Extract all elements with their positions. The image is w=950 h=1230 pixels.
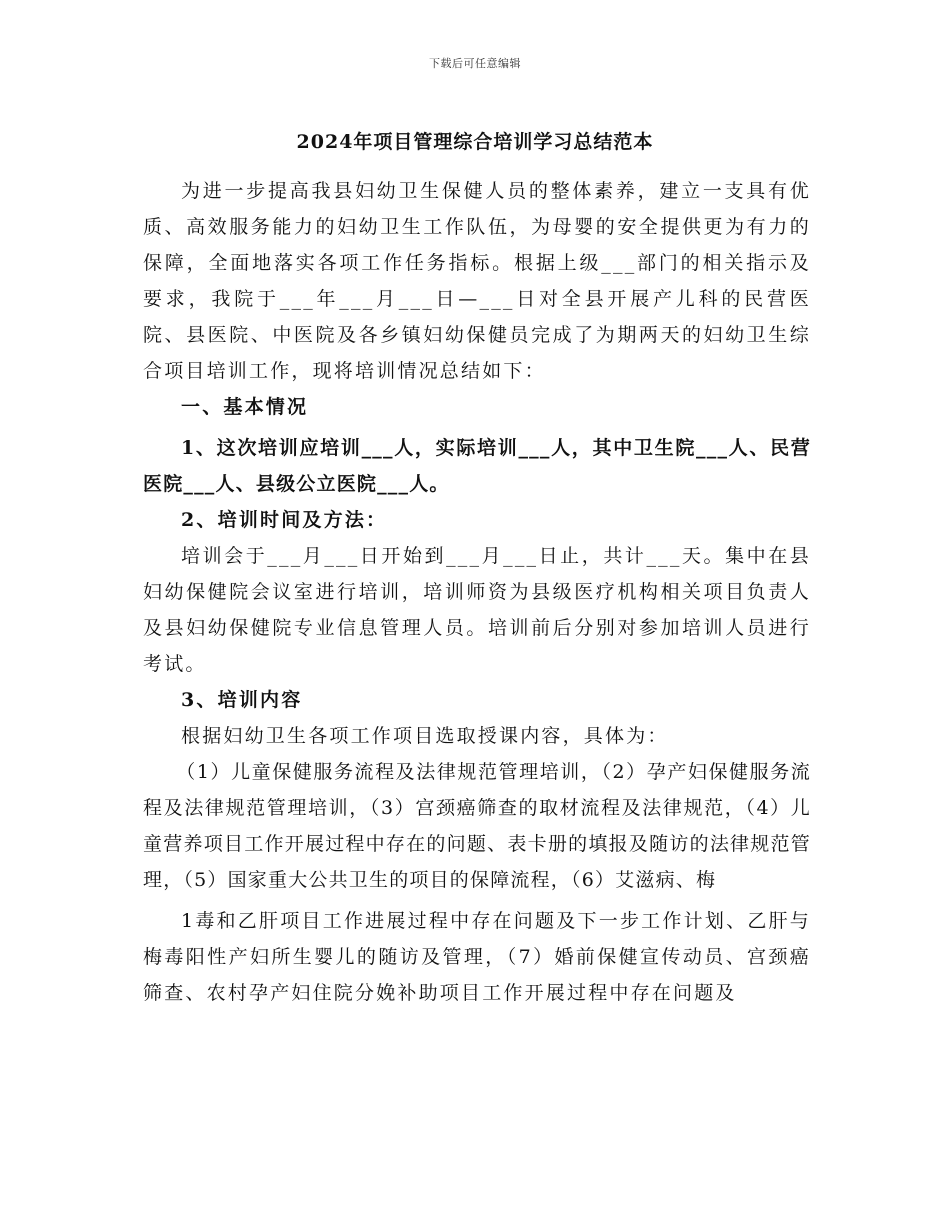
- intro-paragraph: 为进一步提高我县妇幼卫生保健人员的整体素养，建立一支具有优质、高效服务能力的妇幼卫生工作队伍，为母婴的安全提供更为有力的保障，全面地落实各项工作任务指标。根据上级___部门的相关指示及要求，我院于___年___月___日—___日对全县开展产儿科的民营医院、县医院、中医院及各乡镇妇幼保健员完成了为期两天的妇幼卫生综合项目培训工作，现将培训情况总结如下：: [143, 180, 811, 382]
- content-continued-paragraph: 1毒和乙肝项目工作进展过程中存在问题及下一步工作计划、乙肝与梅毒阳性产妇所生婴儿的随访及管理，（7）婚前保健宣传动员、宫颈癌筛查、农村孕产妇住院分娩补助项目工作开展过程中存在问题及: [143, 910, 811, 1004]
- training-count-paragraph: 1、这次培训应培训___人，实际培训___人，其中卫生院___人、民营医院___人、县级公立医院___人。: [143, 437, 811, 495]
- document-body: [143, 173, 811, 1011]
- content-intro-paragraph: 根据妇幼卫生各项工作项目选取授课内容，具体为：: [181, 725, 669, 747]
- section-heading-basic-situation: 一、基本情况: [181, 396, 309, 418]
- content-list-paragraph: （1）儿童保健服务流程及法律规范管理培训，（2）孕产妇保健服务流程及法律规范管理培训，（3）宫颈癌筛查的取材流程及法律规范，（4）儿童营养项目工作开展过程中存在的问题、表卡册的填报及随访的法律规范管理，（5）国家重大公共卫生的项目的保障流程，（6）艾滋病、梅: [143, 761, 811, 891]
- document-title: 2024年项目管理综合培训学习总结范本: [296, 131, 654, 153]
- header-note: 下载后可任意编辑: [429, 57, 521, 70]
- section-heading-time-method: 2、培训时间及方法：: [181, 509, 388, 531]
- section-heading-content: 3、培训内容: [181, 689, 303, 711]
- time-method-paragraph: 培训会于___月___日开始到___月___日止，共计___天。集中在县妇幼保健院会议室进行培训，培训师资为县级医疗机构相关项目负责人及县妇幼保健院专业信息管理人员。培训前后分别对参加培训人员进行考试。: [143, 545, 811, 675]
